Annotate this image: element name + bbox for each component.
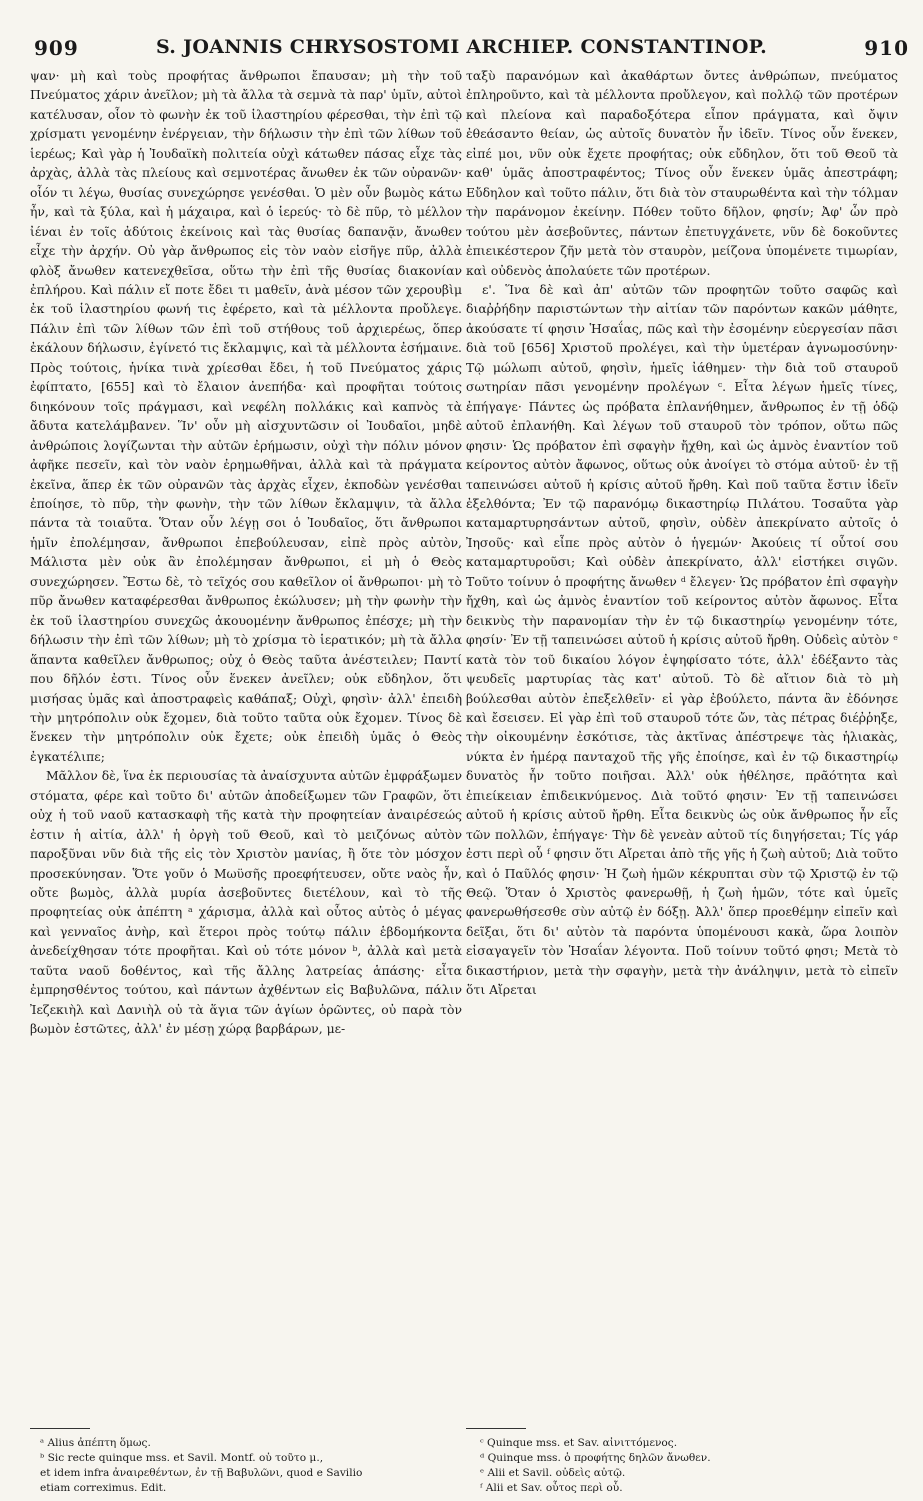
footnote-a: ᵃ Alius ἀπέπτη ὅμως. [40,1437,151,1449]
footnotes-right [480,1436,900,1496]
footnote-c: ᶜ Quinque mss. et Sav. αἰνιττόμενος. [480,1437,678,1449]
right-text-column [466,66,898,1000]
left-paragraph-1: ψαν· μὴ καὶ τοὺς προφήτας ἄνθρωποι ἔπαυσαν; μὴ τὴν τοῦ Πνεύματος χάριν ἀνεῖλον; μὴ τὰ ἄλλα τὰ σεμνὰ τὰ παρ' ὑμῖν, αὐτοὶ κατέλυσαν, οἷον τὸ φωνὴν ἐκ τοῦ ἱλαστηρίου φέρεσθαι, τὴν ἐπὶ τῷ χρίσματι γενομένην ἐνέργειαν, τὴν δήλωσιν τὴν ἐπὶ τῶν λίθων τοῦ ἱερέως; Καὶ γὰρ ἡ Ἰουδαϊκὴ πολιτεία οὐχὶ κάτωθεν πάσας εἶχε τὰς ἀρχὰς, ἀλλὰ τὰς πλείους καὶ σεμνοτέρας ἄνωθεν ἐκ τῶν οὐρανῶν· οἷόν τι λέγω, θυσίας συνεχώρησε γενέσθαι. Ὁ μὲν οὖν βωμὸς κάτω ἦν, καὶ τὰ ξύλα, καὶ ἡ μάχαιρα, καὶ ὁ ἱερεύς· τὸ δὲ πῦρ, τὸ μέλλον ἰέναι ἐν τοῖς ἀδύτοις ἐκείνοις καὶ τὰς θυσίας δαπανᾷν, ἄνωθεν εἶχε τὴν ἀρχήν. Οὐ γὰρ ἄνθρωπος εἰς τὸν ναὸν εἰσῆγε πῦρ, ἀλλὰ φλὸξ ἄνωθεν κατενεχθεῖσα, οὕτω τὴν ἐπὶ τῆς θυσίας διακονίαν ἐπλήρου. Καὶ πάλιν εἴ ποτε ἔδει τι μαθεῖν, ἀνὰ μέσον τῶν χερουβὶμ ἐκ τοῦ ἱλαστηρίου φωνή τις ἐφέρετο, καὶ τὰ μέλλοντα προὔλεγε. Πάλιν ἐπὶ τῶν λίθων τῶν ἐπὶ τοῦ στήθους τοῦ ἀρχιερέως, ὅπερ ἐκάλουν δήλωσιν, ἐγίνετό τις ἔκλαμψις, καὶ τὰ μέλλοντα ἐσήμαινε. Πρὸς τούτοις, ἡνίκα τινὰ χρίεσθαι ἔδει, ἡ τοῦ Πνεύματος χάρις ἐφίπτατο, [655] καὶ τὸ ἔλαιον ἀνεπήδα· καὶ προφῆται τούτοις διηκόνουν τοῖς πράγμασι, καὶ νεφέλη πολλάκις καὶ καπνὸς τὰ ἄδυτα κατελάμβανεν. Ἵν' οὖν μὴ αἰσχυντῶσιν οἱ Ἰουδαῖοι, μηδὲ ἀνθρώποις λογίζωνται τὴν αὐτῶν ἐρήμωσιν, οὐχὶ τὴν πόλιν μόνον ἀφῆκε πεσεῖν, καὶ τὸν ναὸν ἐρημωθῆναι, ἀλλὰ καὶ τὰ πράγματα ἐκεῖνα, ἅπερ ἐκ τῶν οὐρανῶν τὰς ἀρχὰς εἶχεν, ἐκποδὼν γενέσθαι ἐποίησε, τὸ πῦρ, τὴν φωνὴν, τὴν τῶν λίθων ἔκλαμψιν, τὰ ἄλλα πάντα τὰ τοιαῦτα. Ὅταν οὖν λέγῃ σοι ὁ Ἰουδαῖος, ὅτι ἄνθρωποι ἡμῖν ἐπολέμησαν, ἄνθρωποι ἐπεβούλευσαν, εἰπὲ πρὸς αὐτὸν, Μάλιστα μὲν οὐκ ἂν ἐπολέμησαν ἄνθρωποι, εἰ μὴ ὁ Θεὸς συνεχώρησεν. Ἔστω δὲ, τὸ τεῖχός σου καθεῖλον οἱ ἄνθρωποι· μὴ τὸ πῦρ ἄνωθεν καταφέρεσθαι ἄνθρωπος ἐκώλυσεν; μὴ τὴν φωνὴν τὴν ἐκ τοῦ ἱλαστηρίου συνεχῶς ἀκουομένην ἄνθρωπος ἐπέσχε; μὴ τὴν δήλωσιν τὴν ἐπὶ τῶν λίθων; μὴ τὸ χρίσμα τὸ ἱερατικόν; μὴ τὰ ἄλλα ἅπαντα καθεῖλεν ἄνθρωπος; οὐχ ὁ Θεὸς ταῦτα ἀνέστειλεν; Παντί που δῆλόν ἐστι. Τίνος οὖν ἕνεκεν ἀνεῖλεν; οὐκ εὔδηλον, ὅτι μισήσας ὑμᾶς καὶ ἀποστραφεὶς καθάπαξ; Οὐχὶ, φησὶν· ἀλλ' ἐπειδὴ τὴν μητρόπολιν οὐκ ἔχομεν, διὰ τοῦτο ταῦτα οὐκ ἔχομεν. Τίνος δὲ ἕνεκεν τὴν μητρόπολιν οὐκ ἔχετε; οὐκ ἐπειδὴ ὑμᾶς ὁ Θεὸς ἐγκατέλιπε; [30,68,462,764]
footnote-b-cont: etiam correximus. Edit. [40,1482,167,1494]
footnote-b-cont: et idem infra ἀναιρεθέντων, ἐν τῇ Βαβυλῶνι, quod e Savilio [40,1467,363,1479]
footnote-rule-left [30,1428,90,1429]
right-paragraph-2: ε'. Ἵνα δὲ καὶ ἀπ' αὐτῶν τῶν προφητῶν τοῦτο σαφῶς καὶ διαῤῥήδην παριστώντων τὴν αἰτίαν τῶν παρόντων κακῶν μάθητε, ἀκούσατε τί φησιν Ἡσαΐας, πῶς καὶ τὴν ἐσομένην εὐεργεσίαν πᾶσι διὰ τοῦ [656] Χριστοῦ προλέγει, καὶ τὴν ὑμετέραν ἀγνωμοσύνην· Τῷ μώλωπι αὐτοῦ, φησὶν, ἡμεῖς ἰάθημεν· τὴν διὰ τοῦ σταυροῦ σωτηρίαν πᾶσι γενομένην προλέγων ᶜ. Εἶτα λέγων ἡμεῖς τίνες, ἐπήγαγε· Πάντες ὡς πρόβατα ἐπλανήθημεν, ἄνθρωπος ἐν τῇ ὁδῷ αὐτοῦ ἐπλανήθη. Καὶ λέγων τοῦ σταυροῦ τὸν τρόπον, οὕτω πῶς φησιν· Ὡς πρόβατον ἐπὶ σφαγὴν ἤχθη, καὶ ὡς ἀμνὸς ἐναντίον τοῦ κείροντος αὐτὸν ἄφωνος, οὕτως οὐκ ἀνοίγει τὸ στόμα αὐτοῦ· ἐν τῇ ταπεινώσει αὐτοῦ ἡ κρίσις αὐτοῦ ἤρθη. Καὶ ποῦ ταῦτα ἔστιν ἰδεῖν ἐξελθόντα; Ἐν τῷ παρανόμῳ δικαστηρίῳ Πιλάτου. Τοσαῦτα γὰρ καταμαρτυρησάντων αὐτοῦ, φησὶν, οὐδὲν ἀπεκρίνατο αὐτοῖς ὁ Ἰησοῦς· καὶ εἶπε πρὸς αὐτὸν ὁ ἡγεμών· Ἀκούεις τί οὗτοί σου καταμαρτυροῦσι; Καὶ οὐδὲν ἀπεκρίνατο, ἀλλ' εἱστήκει σιγῶν. Τοῦτο τοίνυν ὁ προφήτης ἄνωθεν ᵈ ἔλεγεν· Ὡς πρόβατον ἐπὶ σφαγὴν ἤχθη, καὶ ὡς ἀμνὸς ἐναντίον τοῦ κείροντος αὐτὸν ἄφωνος. Εἶτα δεικνὺς τὴν παρανομίαν τὴν ἐν τῷ δικαστηρίῳ γενομένην τότε, φησίν· Ἐν τῇ ταπεινώσει αὐτοῦ ἡ κρίσις αὐτοῦ ἤρθη. Οὐδεὶς αὐτὸν ᵉ κατὰ τὸν τοῦ δικαίου λόγον ἐψηφίσατο τότε, ἀλλ' ἐδέξαντο τὰς ψευδεῖς μαρτυρίας τὰς κατ' αὐτοῦ. Τὸ δὲ αἴτιον διὰ τὸ μὴ βούλεσθαι αὐτὸν ἐπεξελθεῖν· εἰ γὰρ ἐβούλετο, πάντα ἂν ἐδόνησε καὶ ἔσεισεν. Εἰ γὰρ ἐπὶ τοῦ σταυροῦ τότε ὤν, τὰς πέτρας διέῤῥηξε, τὴν οἰκουμένην ἐσκότισε, τὰς ἀκτῖνας ἀπέστρεψε τὰς ἡλιακὰς, νύκτα ἐν ἡμέρᾳ πανταχοῦ τῆς γῆς ἐποίησε, καὶ ἐν τῷ δικαστηρίῳ δυνατὸς ἦν τοῦτο ποιῆσαι. Ἀλλ' οὐκ ἠθέλησε, πρᾶότητα καὶ ἐπιείκειαν ἐπιδεικνύμενος. Διὰ τοῦτό φησιν· Ἐν τῇ ταπεινώσει αὐτοῦ ἡ κρίσις αὐτοῦ ἤρθη. Εἶτα δεικνὺς ὡς οὐκ ἄνθρωπος ἦν εἷς τῶν πολλῶν, ἐπήγαγε· Τὴν δὲ γενεὰν αὐτοῦ τίς διηγήσεται; Τίς γάρ ἐστι περὶ οὗ ᶠ φησιν ὅτι Αἴρεται ἀπὸ τῆς γῆς ἡ ζωὴ αὐτοῦ; Διὰ τοῦτο καὶ ὁ Παῦλός φησιν· Ἡ ζωὴ ἡμῶν κέκρυπται σὺν τῷ Χριστῷ ἐν τῷ Θεῷ. Ὅταν ὁ Χριστὸς φανερωθῇ, ἡ ζωὴ ἡμῶν, τότε καὶ ὑμεῖς φανερωθήσεσθε σὺν αὐτῷ ἐν δόξῃ. Ἀλλ' ὅπερ προεθέμην εἰπεῖν καὶ δεῖξαι, ὅτι δι' αὐτὸν τὰ παρόντα ὑπομένουσι κακὰ, ὥρα λοιπὸν εἰσαγαγεῖν τὸν Ἡσαΐαν λέγοντα. Ποῦ τοίνυν τοῦτό φησι; Μετὰ τὸ δικαστήριον, μετὰ τὴν σφαγὴν, μετὰ τὴν ἀνάληψιν, μετὰ τὸ εἰπεῖν ὅτι Αἴρεται [466,281,898,998]
left-paragraph-2: Μᾶλλον δὲ, ἵνα ἐκ περιουσίας τὰ ἀναίσχυντα αὐτῶν ἐμφράξωμεν στόματα, φέρε καὶ τοῦτο δι' αὐτῶν ἀποδείξωμεν τῶν Γραφῶν, ὅτι οὐχ ἡ τοῦ ναοῦ κατασκαφὴ τῆς κατὰ τὴν προφητείαν ἀναιρέσεώς ἐστιν ἡ αἰτία, ἀλλ' ἡ ὀργὴ τοῦ Θεοῦ, καὶ τὸ μειζόνως αὐτὸν παροξῦναι νῦν διὰ τῆς εἰς τὸν Χριστὸν μανίας, ἢ ὅτε τὸν μόσχον προσεκύνησαν. Ὅτε γοῦν ὁ Μωϋσῆς προεφήτευσεν, οὔτε ναὸς ἦν, οὔτε βωμὸς, ἀλλὰ μυρία ἀσεβοῦντες διετέλουν, καὶ τὸ τῆς προφητείας οὐκ ἀπέπτη ᵃ χάρισμα, ἀλλὰ καὶ οὗτος αὐτὸς ὁ μέγας καὶ γενναῖος ἀνὴρ, καὶ ἕτεροι πρὸς τούτῳ πάλιν ἑβδομήκοντα ἀνεδείχθησαν τότε προφῆται. Καὶ οὐ τότε μόνον ᵇ, ἀλλὰ καὶ μετὰ ταῦτα ναοῦ δοθέντος, καὶ τῆς ἄλλης λατρείας ἁπάσης· εἶτα ἐμπρησθέντος τούτου, καὶ πάντων ἀχθέντων εἰς Βαβυλῶνα, πάλιν Ἰεζεκιὴλ καὶ Δανιὴλ οὐ τὰ ἅγια τῶν ἁγίων ὁρῶντες, οὐ παρὰ τὸν βωμὸν ἑστῶτες, ἀλλ' ἐν μέσῃ χώρᾳ βαρβάρων, με- [30,768,462,1037]
right-paragraph-1: ταξὺ παρανόμων καὶ ἀκαθάρτων ὄντες ἀνθρώπων, πνεύματος ἐπληροῦντο, καὶ τὰ μέλλοντα προὔλεγον, καὶ πολλῷ τῶν προτέρων καὶ πλείονα καὶ παραδοξότερα εἶπον πράγματα, καὶ ὄψιν ἐθεάσαντο θείαν, ὡς αὐτοῖς δυνατὸν ἦν ἰδεῖν. Τίνος οὖν ἕνεκεν, εἰπέ μοι, νῦν οὐκ ἔχετε προφήτας; οὐκ εὔδηλον, ὅτι τοῦ Θεοῦ τὰ καθ' ὑμᾶς ἀποστραφέντος; Τίνος οὖν ἕνεκεν ὑμᾶς ἀπεστράφη; Εὔδηλον καὶ τοῦτο πάλιν, ὅτι διὰ τὸν σταυρωθέντα καὶ τὴν τόλμαν τὴν παράνομον ἐκείνην. Πόθεν τοῦτο δῆλον, φησίν; Ἀφ' ὧν πρὸ τούτου μὲν ἀσεβοῦντες, πάντων ἐπετυγχάνετε, νῦν δὲ δοκοῦντες ἐπιεικέστερον ζῆν μετὰ τὸν σταυρὸν, μείζονα ὑπομένετε τιμωρίαν, καὶ οὐδενὸς ἀπολαύετε τῶν προτέρων. [466,68,898,278]
running-title: S. JOANNIS CHRYSOSTOMI ARCHIEP. CONSTANTINOP. [155,36,768,58]
footnotes-left [40,1436,460,1496]
footnote-d: ᵈ Quinque mss. ὁ προφήτης δηλῶν ἄνωθεν. [480,1452,711,1464]
footnote-e: ᵉ Alii et Savil. οὐδεὶς αὐτῷ. [480,1467,626,1479]
page-number-left: 909 [34,36,79,60]
footnote-b: ᵇ Sic recte quinque mss. et Savil. Montf. οὐ τοῦτο μ., [40,1452,324,1464]
footnote-f: ᶠ Alii et Sav. οὗτος περὶ οὗ. [480,1482,623,1494]
left-text-column [30,66,462,1039]
running-header [0,0,923,60]
page-number-right: 910 [864,36,909,60]
footnote-rule-right [466,1428,526,1429]
